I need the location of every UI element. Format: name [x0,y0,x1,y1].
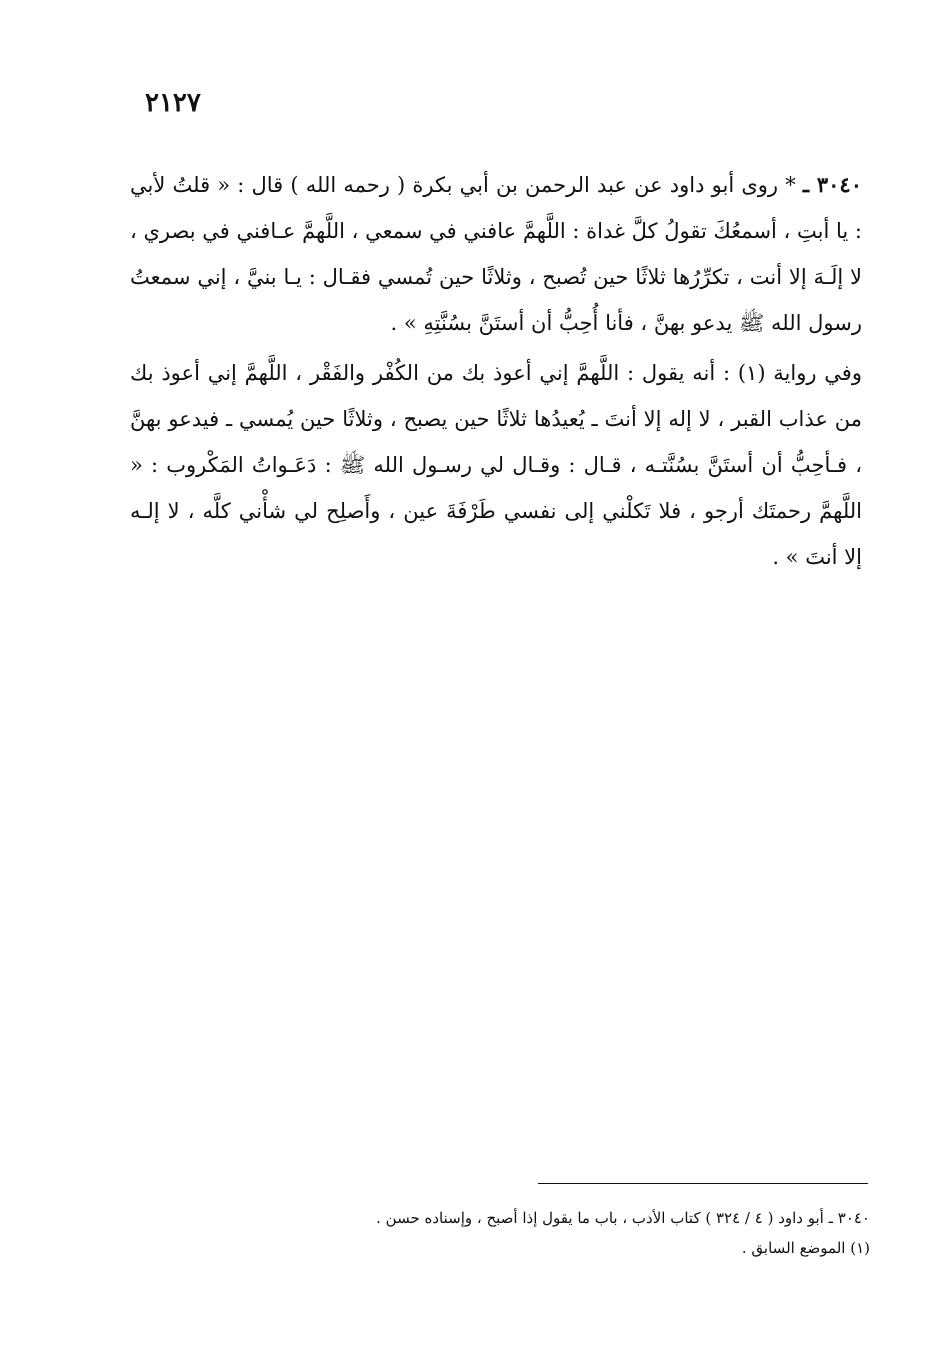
footnotes [300,1203,870,1263]
footnote-divider [538,1183,868,1184]
hadith-number: ٣٠٤٠ ـ [802,172,862,197]
footnote-source: ٣٠٤٠ ـ أبو داود ( ٤ / ٣٢٤ ) كتاب الأدب ، باب ما يقول إذا أصبح ، وإسناده حسن . [376,1209,870,1227]
hadith-text: * روى أبو داود عن عبد الرحمن بن أبي بكرة ( رحمه الله ) قال : « قلتُ لأبي : يا أبتِ ، أسمعُكَ تقولُ كلَّ غداة : اللَّهمَّ عافني في سمعي ، اللَّهمَّ عـافني في بصري ، لا إلَـهَ إلا أنت ، تكرِّرُها ثلاثًا حين تُصبح ، وثلاثًا حين تُمسي فقـال : يـا بنيَّ ، إني سمعتُ رسول الله ﷺ يدعو بهنَّ ، فأنا أُحِبُّ أن أستَنَّ بسُنَّتِهِ » . [130,173,862,335]
page-number: ٢١٢٧ [145,88,201,118]
footnote-1: (١) الموضع السابق . [741,1239,870,1257]
hadith-paragraph [130,162,862,346]
riwaya-paragraph: وفي رواية (١) : أنه يقول : اللَّهمَّ إني أعوذ بك من الكُفْر والفَقْر ، اللَّهمَّ إني أعوذ بك من عذاب القبر ، لا إله إلا أنتَ ـ يُعيدُها ثلاثًا حين يصبح ، وثلاثًا حين يُمسي ـ فيدعو بهنَّ ، فـأحِبُّ أن أستَنَّ بسُنَّتـه ، قـال : وقـال لي رسـول الله ﷺ : دَعَـواتُ المَكْروب : « اللَّهمَّ رحمتَك أرجو ، فلا تَكلْني إلى نفسي طَرْفَةَ عين ، وأَصلِح لي شأْني كلَّه ، لا إلـه إلا أنتَ » . [130,361,862,569]
